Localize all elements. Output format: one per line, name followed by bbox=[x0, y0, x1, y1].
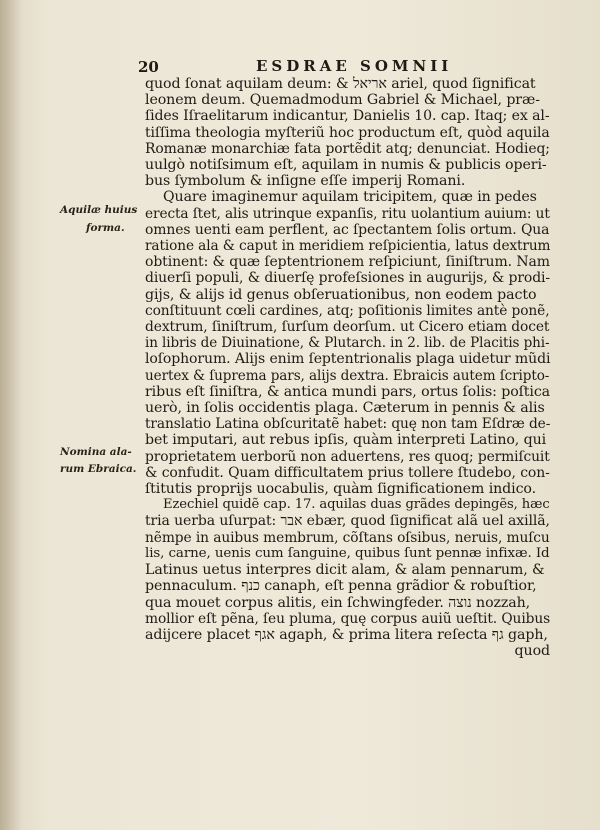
text-line-7: bus ſymbolum & inſigne eſſe imperij Romani. bbox=[145, 173, 466, 190]
text-line-16: dextrum, ſiniſtrum, ſurſum deorſum. ut Cicero etiam docet bbox=[145, 319, 550, 336]
text-line-22: translatio Latina obſcuritatẽ habet: quę non tam Eſdræ de- bbox=[145, 416, 551, 433]
text-line-33: qua mouet corpus alitis, ein ſchwingfeder. ‏נוצה‎ nozzah, bbox=[145, 594, 531, 611]
main-text bbox=[145, 76, 550, 659]
text-line-27: Ezechiel quidẽ cap. 17. aquilas duas grãdes depingẽs, hæc bbox=[163, 497, 550, 513]
text-line-24: proprietatem uerborũ non aduertens, res quoq; permiſcuit bbox=[145, 448, 550, 465]
page-number: 20 bbox=[138, 58, 159, 76]
text-line-1: quod ſonat aquilam deum: & ‏אריאל‎ ariel, quod ſignificat bbox=[145, 76, 536, 92]
text-line-20: ribus eſt ſiniſtra, & antica mundi pars, ortus ſolis: poſtica bbox=[145, 383, 551, 400]
text-line-28: tria uerba uſurpat: ‏אבר‎ ebær, quod ſignificat alã uel axillã, bbox=[145, 513, 550, 530]
text-line-9: erecta ſtet, alis utrinque expanſis, ritu uolantium auium: ut bbox=[145, 205, 550, 222]
text-line-10: omnes uenti eam perflent, ac ſpectantem ſolis ortum. Qua bbox=[145, 221, 550, 238]
margin-note-nomina-alarum-1: Nomina ala- bbox=[60, 446, 132, 458]
text-line-12: obtinent: & quæ ſeptentrionem reſpiciunt, ſiniſtrum. Nam bbox=[145, 254, 550, 271]
text-line-13: diuerſi populi, & diuerſę profeſsiones in augurijs, & prodi- bbox=[145, 270, 550, 287]
text-line-21: uerò, in ſolis occidentis plaga. Cæterum in pennis & alis bbox=[145, 400, 545, 417]
margin-note-aquilae-forma-1: Aquilæ huius bbox=[60, 204, 138, 216]
text-line-4: tiſſima theologia myſteriũ hoc productum eſt, quòd aquila bbox=[145, 124, 550, 141]
text-line-6: uulgò notiſsimum eſt, aquilam in numis & publicis operi- bbox=[145, 157, 547, 174]
text-line-3: ſides Iſraelitarum indicantur, Danielis 10. cap. Itaq; ex al- bbox=[145, 108, 550, 125]
running-title: ESDRAE SOMNII bbox=[256, 57, 453, 75]
text-line-17: in libris de Diuinatione, & Plutarch. in 2. lib. de Placitis phi- bbox=[145, 335, 550, 352]
text-line-8: Quare imaginemur aquilam tricipitem, quæ in pedes bbox=[163, 189, 537, 206]
text-line-11: ratione ala & caput in meridiem reſpicientia, latus dextrum bbox=[145, 238, 551, 255]
text-line-32: pennaculum. ‏כנף‎ canaph, eſt penna grãdior & robuſtior, bbox=[145, 578, 537, 595]
text-line-18: loſophorum. Alijs enim ſeptentrionalis plaga uidetur mũdi bbox=[145, 351, 551, 368]
text-line-19: uertex & ſuprema pars, alijs dextra. Ebraicis autem ſcripto- bbox=[145, 367, 550, 384]
margin-note-aquilae-forma-2: forma. bbox=[86, 222, 125, 234]
text-line-2: leonem deum. Quemadmodum Gabriel & Michael, præ- bbox=[145, 92, 540, 109]
text-line-31: Latinus uetus interpres dicit alam, & alam pennarum, & bbox=[145, 562, 545, 579]
text-line-26: ſtitutis proprijs uocabulis, quàm ſignificationem indico. bbox=[145, 481, 537, 498]
text-line-34: mollior eſt pẽna, ſeu pluma, quę corpus auiũ ueſtit. Quibus bbox=[145, 610, 551, 627]
text-line-35: adijcere placet ‏אגף‎ agaph, & prima litera reſecta ‏גף‎ gaph, bbox=[145, 626, 548, 643]
margin-note-nomina-alarum-2: rum Ebraica. bbox=[60, 463, 137, 475]
catchword: quod bbox=[514, 643, 550, 660]
page-header bbox=[138, 58, 558, 78]
text-line-25: & confudit. Quam difficultatem prius tollere ſtudebo, con- bbox=[145, 464, 550, 481]
text-line-15: conſtituunt cœli cardines, atq; poſitionis limites antè ponẽ, bbox=[145, 302, 550, 319]
text-line-14: gijs, & alijs id genus obſeruationibus, non eodem pacto bbox=[145, 286, 537, 303]
text-line-23: bet imputari, aut rebus ipſis, quàm interpreti Latino, qui bbox=[145, 432, 547, 449]
text-line-5: Romanæ monarchiæ fata portẽdit atq; denunciat. Hodieq; bbox=[145, 140, 550, 157]
text-line-30: lis, carne, uenis cum ſanguine, quibus ſunt pennæ infixæ. Id bbox=[145, 545, 550, 561]
text-line-29: nẽmpe in auibus membrum, cõſtans oſsibus, neruis, muſcu bbox=[145, 529, 550, 546]
